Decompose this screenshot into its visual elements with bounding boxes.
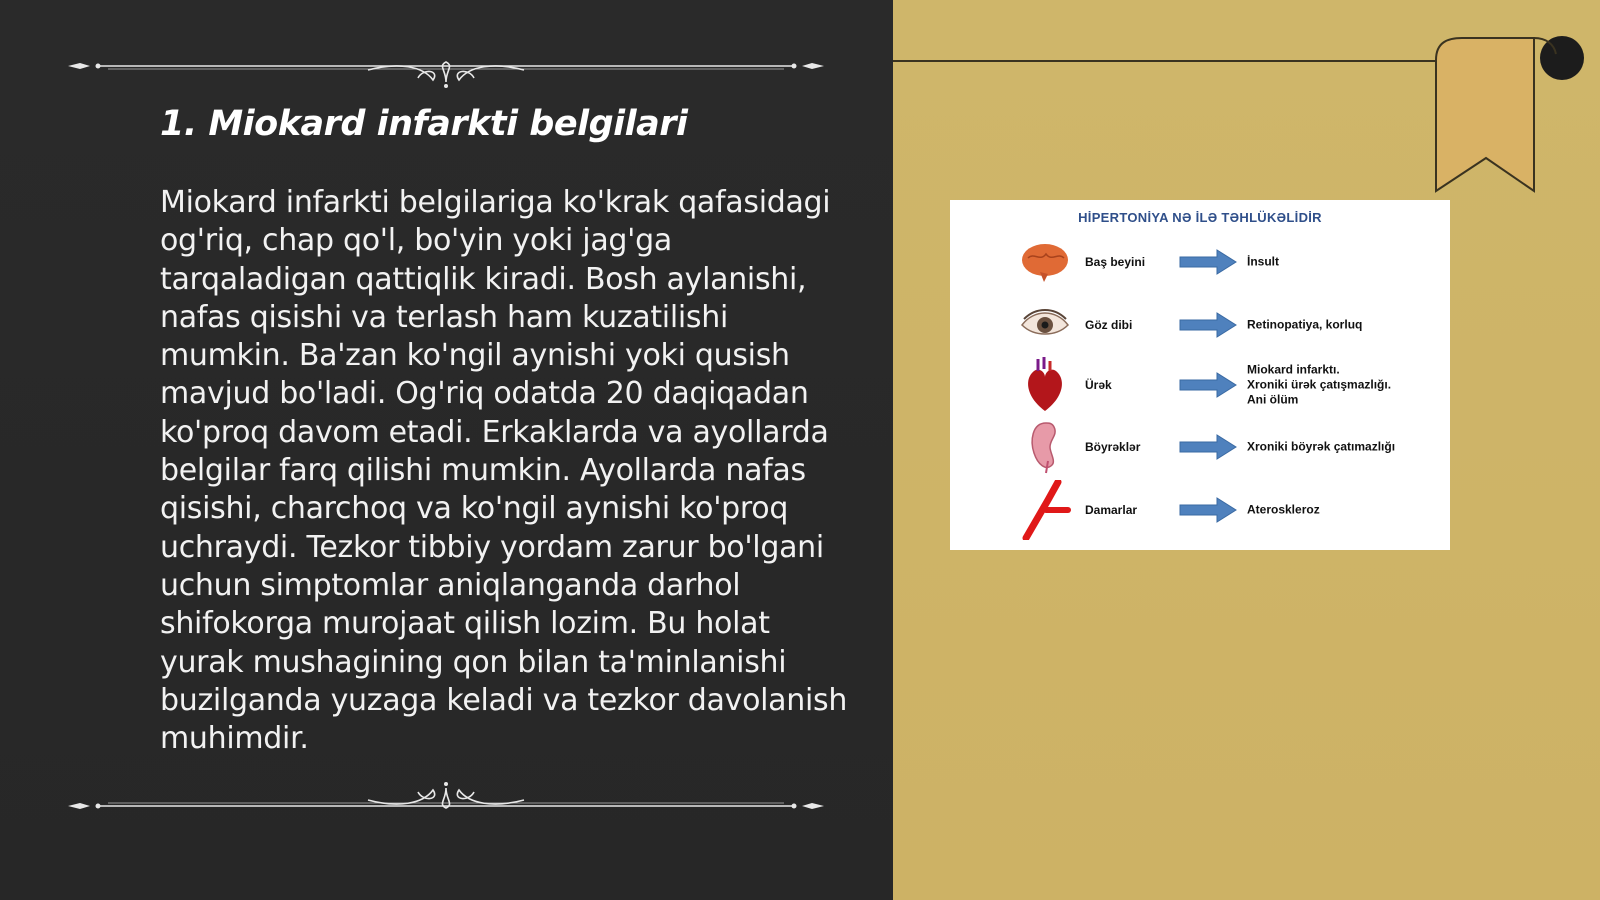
slide-body-text: Miokard infarkti belgilariga ko'krak qafasidagi og'riq, chap qo'l, bo'yin yoki jag'ga tarqaladigan qattiqlik kiradi. Bosh aylanishi, nafas qisishi va terlash ham kuzatilishi mumkin. Ba'zan ko'ngil aynishi yoki qusish mavjud bo'ladi. Og'riq odatda 20 daqiqadan ko'proq davom etadi. Erkaklarda va ayollarda belgilar farq qilishi mumkin. Ayollarda nafas qisishi, charchoq va ko'ngil aynishi ko'proq uchraydi. Tezkor tibbiy yordam zarur bo'lgani uchun simptomlar aniqlanganda darhol shifokorga murojaat qilish lozim. Bu holat yurak mushagining qon bilan ta'minlanishi buzilganda yuzaga keladi va tezkor davolanish muhimdir. <box>160 185 848 757</box>
organ-label: Ürək <box>1085 378 1112 392</box>
organ-label: Göz dibi <box>1085 318 1133 332</box>
infographic-row-arteries <box>950 480 1450 540</box>
heart-icon <box>1018 355 1072 415</box>
eye-icon <box>1018 295 1072 355</box>
arrow-right-icon <box>1179 497 1237 523</box>
hypertension-infographic <box>950 200 1450 550</box>
arrow-right-icon <box>1179 312 1237 338</box>
arrow-right-icon <box>1179 372 1237 398</box>
infographic-row-heart <box>950 355 1450 415</box>
bookmark-ribbon-icon <box>1434 36 1584 201</box>
result-text: Retinopatiya, korluq <box>1247 317 1363 332</box>
bottom-ornament-icon <box>68 778 824 818</box>
result-text: Miokard infarktı. Xroniki ürək çatışmazlığı. Ani ölüm <box>1247 362 1392 407</box>
artery-icon <box>1018 480 1072 540</box>
result-text: Xroniki böyrək çatımazlığı <box>1247 439 1396 454</box>
result-text: İnsult <box>1247 254 1279 269</box>
kidney-icon <box>1018 417 1072 477</box>
divider-line <box>893 60 1438 62</box>
top-ornament-icon <box>68 48 824 88</box>
brain-icon <box>1018 232 1072 292</box>
result-text: Ateroskleroz <box>1247 502 1320 517</box>
slide-title: 1. Miokard infarkti belgilari <box>160 104 688 144</box>
infographic-row-brain <box>950 232 1450 292</box>
organ-label: Baş beyini <box>1085 255 1146 269</box>
infographic-row-eye <box>950 295 1450 355</box>
arrow-right-icon <box>1179 434 1237 460</box>
arrow-right-icon <box>1179 249 1237 275</box>
infographic-title: HİPERTONİYA NƏ İLƏ TƏHLÜKƏLİDİR <box>1078 210 1322 225</box>
infographic-row-kidney <box>950 417 1450 477</box>
organ-label: Damarlar <box>1085 503 1138 517</box>
organ-label: Böyrəklər <box>1085 440 1141 454</box>
